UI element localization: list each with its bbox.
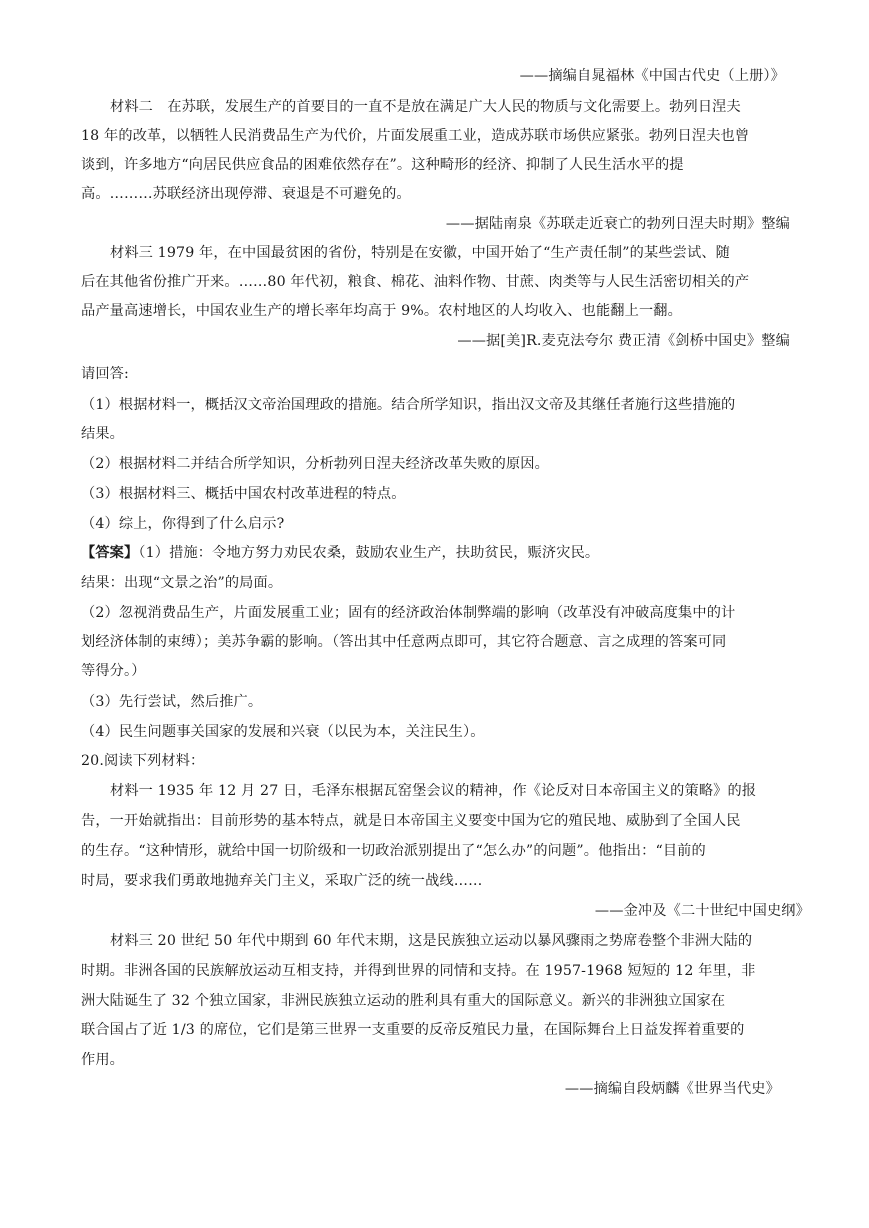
- material-2-line-3: 谈到，许多地方“向居民供应食品的困难依然存在”。这种畸形的经济、抑制了人民生活水平的提: [81, 157, 684, 173]
- material-2-source: ——据陆南泉《苏联走近衰亡的勃列日涅夫时期》整编: [445, 216, 790, 232]
- q20-material-1-source: ——金冲及《二十世纪中国史纲》: [594, 903, 810, 919]
- q20-material-3-line-5: 作用。: [81, 1052, 125, 1068]
- answer-4: （4）民生问题事关国家的发展和兴衰（以民为本，关注民生）。: [81, 724, 485, 740]
- material-1-source: ——摘编自晁福林《中国古代史（上册）》: [519, 68, 785, 84]
- material-3-line-3: 品产量高速增长，中国农业生产的增长率年均高于 9%。农村地区的人均收入、也能翻上一翻。: [81, 303, 682, 319]
- material-3-line-1: 材料三 1979 年，在中国最贫困的省份，特别是在安徽，中国开始了“生产责任制”的某些尝试、随: [110, 245, 730, 261]
- q20-material-1-line-4: 时局，要求我们勇敢地抛弃关门主义，采取广泛的统一战线……: [81, 873, 483, 889]
- answer-1-measures-row: [81, 543, 869, 563]
- q20-material-1-line-3: 的生存。“这种情形，就给中国一切阶级和一切政治派别提出了“怎么办”的问题”。他指出：“目前的: [81, 843, 706, 859]
- answer-2-line-3: 等得分。）: [81, 663, 146, 679]
- question-1-line-2: 结果。: [81, 426, 125, 442]
- material-2-line-2: 18 年的改革，以牺牲人民消费品生产为代价，片面发展重工业，造成苏联市场供应紧张。勃列日涅夫也曾: [81, 128, 750, 144]
- answer-1-measures: （1）措施：令地方努力劝民农桑，鼓励农业生产，扶助贫民，赈济灾民。: [138, 545, 600, 561]
- question-prompt: 请回答:: [81, 366, 129, 382]
- q20-material-1-line-1: 材料一 1935 年 12 月 27 日，毛泽东根据瓦窑堡会议的精神，作《论反对日本帝国主义的策略》的报: [110, 783, 757, 799]
- q20-material-3-line-4: 联合国占了近 1/3 的席位，它们是第三世界一支重要的反帝反殖民力量，在国际舞台上日益发挥着重要的: [81, 1022, 745, 1038]
- answer-1-result: 结果：出现“文景之治”的局面。: [81, 575, 283, 591]
- q20-material-3-line-3: 洲大陆诞生了 32 个独立国家，非洲民族独立运动的胜利具有重大的国际意义。新兴的非洲独立国家在: [81, 993, 726, 1009]
- question-1-line-1: （1）根据材料一，概括汉文帝治国理政的措施。结合所学知识，指出汉文帝及其继任者施行这些措施的: [81, 397, 736, 413]
- answer-2-line-1: （2）忽视消费品生产，片面发展重工业；固有的经济政治体制弊端的影响（改革没有冲破高度集中的计: [81, 605, 736, 621]
- answer-2-line-2: 划经济体制的束缚）；美苏争霸的影响。（答出其中任意两点即可，其它符合题意、言之成理的答案可同: [81, 634, 727, 650]
- question-2: （2）根据材料二并结合所学知识，分析勃列日涅夫经济改革失败的原因。: [81, 456, 549, 472]
- q20-material-1-line-2: 告，一开始就指出：目前形势的基本特点，就是日本帝国主义要变中国为它的殖民地、威胁到了全国人民: [81, 813, 741, 829]
- material-2-line-1: 材料二 在苏联，发展生产的首要目的一直不是放在满足广大人民的物质与文化需要上。勃列日涅夫: [110, 99, 741, 115]
- question-20-title: 20.阅读下列材料：: [81, 753, 205, 769]
- answer-3: （3）先行尝试，然后推广。: [81, 694, 263, 710]
- answer-label: 【答案】: [81, 545, 139, 561]
- q20-material-3-source: ——摘编自段炳麟《世界当代史》: [564, 1081, 780, 1097]
- material-2-line-4: 高。………苏联经济出现停滞、衰退是不可避免的。: [81, 186, 411, 202]
- q20-material-3-line-2: 时期。非洲各国的民族解放运动互相支持，并得到世界的同情和支持。在 1957-1968 短短的 12 年里，非: [81, 963, 756, 979]
- q20-material-3-line-1: 材料三 20 世纪 50 年代中期到 60 年代末期，这是民族独立运动以暴风骤雨之势席卷整个非洲大陆的: [110, 933, 753, 949]
- question-4: （4）综上，你得到了什么启示?: [81, 516, 285, 532]
- material-3-line-2: 后在其他省份推广开来。……80 年代初，粮食、棉花、油料作物、甘蔗、肉类等与人民生活密切相关的产: [81, 274, 750, 290]
- question-3: （3）根据材料三、概括中国农村改革进程的特点。: [81, 486, 406, 502]
- material-3-source: ——据[美]R.麦克法夸尔 费正清《剑桥中国史》整编: [457, 333, 790, 349]
